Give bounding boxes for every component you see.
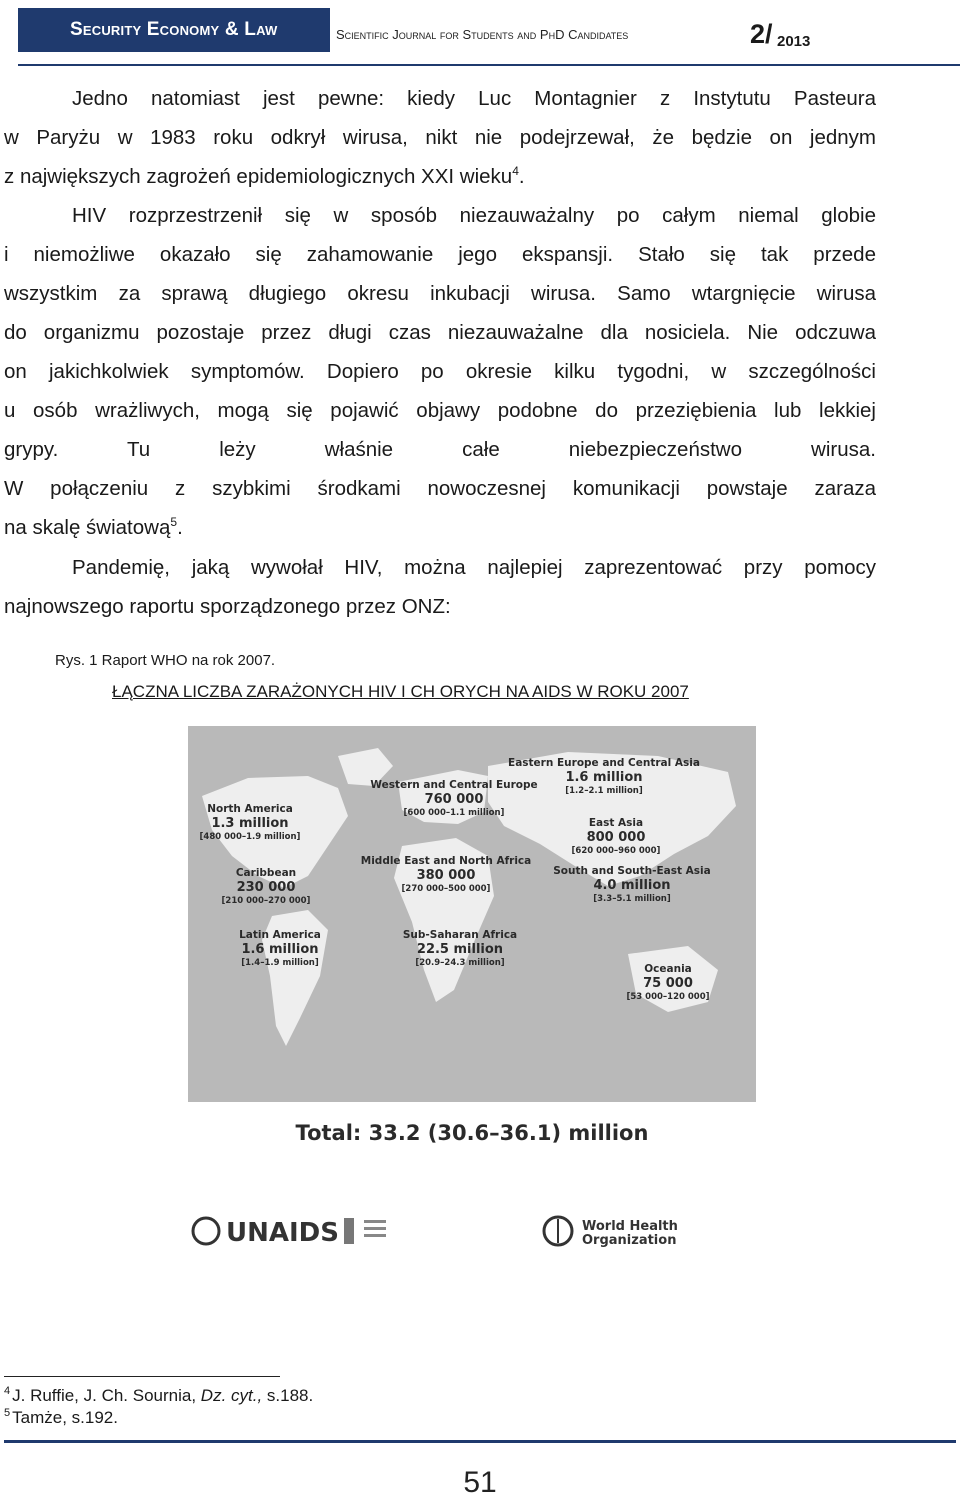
region-value: 760 000: [424, 792, 484, 807]
region-value: 800 000: [586, 830, 646, 845]
footnote-ref: 4: [512, 164, 519, 179]
header-rule: [18, 64, 960, 66]
paragraph-line: na skalę światową$^5$.: [4, 515, 183, 539]
logos: [188, 1210, 756, 1256]
footnote-text: J. Ruffie, J. Ch. Sournia,: [12, 1386, 201, 1405]
figure-title: ŁĄCZNA LICZBA ZARAŻONYCH HIV I CH ORYCH NA AIDS W ROKU 2007: [112, 682, 689, 701]
journal-banner: [18, 8, 330, 52]
logos-row: [188, 1210, 756, 1256]
journal-name: Security Economy & Law: [70, 19, 278, 40]
map-labels: [188, 726, 756, 1172]
footnote-rule: [4, 1376, 280, 1377]
region-value: 380 000: [416, 868, 476, 883]
region-value: 1.3 million: [211, 816, 289, 831]
journal-subtitle: Scientific Journal for Students and PhD Candidates: [336, 27, 629, 42]
region-value: 1.6 million: [565, 770, 643, 785]
figure-caption: Rys. 1 Raport WHO na rok 2007.: [55, 652, 276, 669]
region-range: [1.4–1.9 million]: [241, 958, 319, 968]
region-range: [1.2–2.1 million]: [565, 786, 643, 796]
region-name: East Asia: [588, 817, 644, 829]
region-name: Sub-Saharan Africa: [402, 929, 518, 941]
paragraph-line: do organizmu pozostaje przez długi czas niezauważalne dla nosiciela. Nie odczuwa: [4, 321, 876, 344]
paragraph-line: wszystkim za sprawą długiego okresu inkubacji wirusa. Samo wtargnięcie wirusa: [4, 282, 876, 305]
paragraph-text: z największych zagrożeń epidemiologicznych XXI wieku: [4, 165, 513, 188]
region-name: Middle East and North Africa: [360, 855, 532, 867]
region-name: Eastern Europe and Central Asia: [508, 757, 700, 769]
region-name: South and South-East Asia: [553, 865, 711, 877]
paragraph-line: i niemożliwe okazało się zahamowanie jego ekspansji. Stało się tak przede: [4, 243, 876, 266]
region-name: North America: [207, 803, 293, 815]
region-range: [270 000–500 000]: [401, 884, 491, 894]
footnote-italic: Dz. cyt.,: [200, 1386, 263, 1405]
region-range: [3.3–5.1 million]: [593, 894, 671, 904]
region-value: 22.5 million: [416, 942, 504, 957]
region-range: [210 000–270 000]: [221, 896, 311, 906]
region-value: 1.6 million: [241, 942, 319, 957]
paragraph-line: u osób wrażliwych, mogą się pojawić objawy podobne do przeziębienia lub lekkiej: [4, 399, 876, 422]
region-name: Western and Central Europe: [370, 779, 538, 791]
paragraph-line: z największych zagrożeń epidemiologicznych XXI wieku$^4$.: [4, 164, 525, 188]
who-logo-line1: World Health: [582, 1219, 678, 1234]
paragraph-line: grypy. Tu leży właśnie całe niebezpieczeństwo wirusa.: [4, 438, 876, 461]
footer-rule: [4, 1440, 956, 1443]
page-number: 51: [463, 1466, 497, 1499]
paragraph-line: on jakichkolwiek symptomów. Dopiero po okresie kilku tygodni, w szczególności: [4, 360, 876, 383]
unaids-logo: UNAIDS: [226, 1218, 339, 1248]
world-map-figure: [188, 726, 756, 1172]
region-range: [20.9–24.3 million]: [415, 958, 505, 968]
paragraph-line: najnowszego raportu sporządzonego przez ONZ:: [4, 595, 451, 618]
footnote-text: s.188.: [262, 1386, 314, 1405]
issue-year: 2013: [777, 33, 811, 50]
paragraph-line: W połączeniu z szybkimi środkami nowoczesnej komunikacji powstaje zaraza: [4, 477, 876, 500]
region-range: [620 000–960 000]: [571, 846, 661, 856]
region-value: 75 000: [643, 976, 693, 991]
region-value: 230 000: [236, 880, 296, 895]
region-name: Oceania: [644, 963, 692, 975]
footnote: [4, 1386, 313, 1406]
region-name: Latin America: [239, 929, 321, 941]
footnote-number: 5: [4, 1407, 11, 1419]
paragraph-line: Jedno natomiast jest pewne: kiedy Luc Montagnier z Instytutu Pasteura: [72, 87, 876, 110]
paragraph-line: w Paryżu w 1983 roku odkrył wirusa, nikt nie podejrzewał, że będzie on jednym: [4, 126, 876, 149]
paragraph-line: HIV rozprzestrzenił się w sposób niezauważalny po całym niemal globie: [72, 204, 876, 227]
issue-number: 2/: [750, 19, 773, 49]
footnote-text: Tamże, s.192.: [12, 1408, 118, 1427]
region-value: 4.0 million: [593, 878, 671, 893]
region-range: [600 000–1.1 million]: [403, 808, 505, 818]
paragraph-line: Pandemię, jaką wywołał HIV, można najlepiej zaprezentować przy pomocy: [72, 556, 876, 579]
total-label: Total: 33.2 (30.6–36.1) million: [295, 1121, 649, 1145]
paragraph-text: na skalę światową: [4, 516, 171, 539]
region-range: [480 000–1.9 million]: [199, 832, 301, 842]
un-emblem-icon: [193, 1218, 219, 1244]
footnote-number: 4: [4, 1385, 11, 1397]
region-name: Caribbean: [235, 867, 297, 879]
footnote-ref: 5: [170, 515, 178, 530]
who-logo-line2: Organization: [582, 1233, 677, 1248]
footnote: [4, 1408, 118, 1428]
region-range: [53 000–120 000]: [626, 992, 710, 1002]
